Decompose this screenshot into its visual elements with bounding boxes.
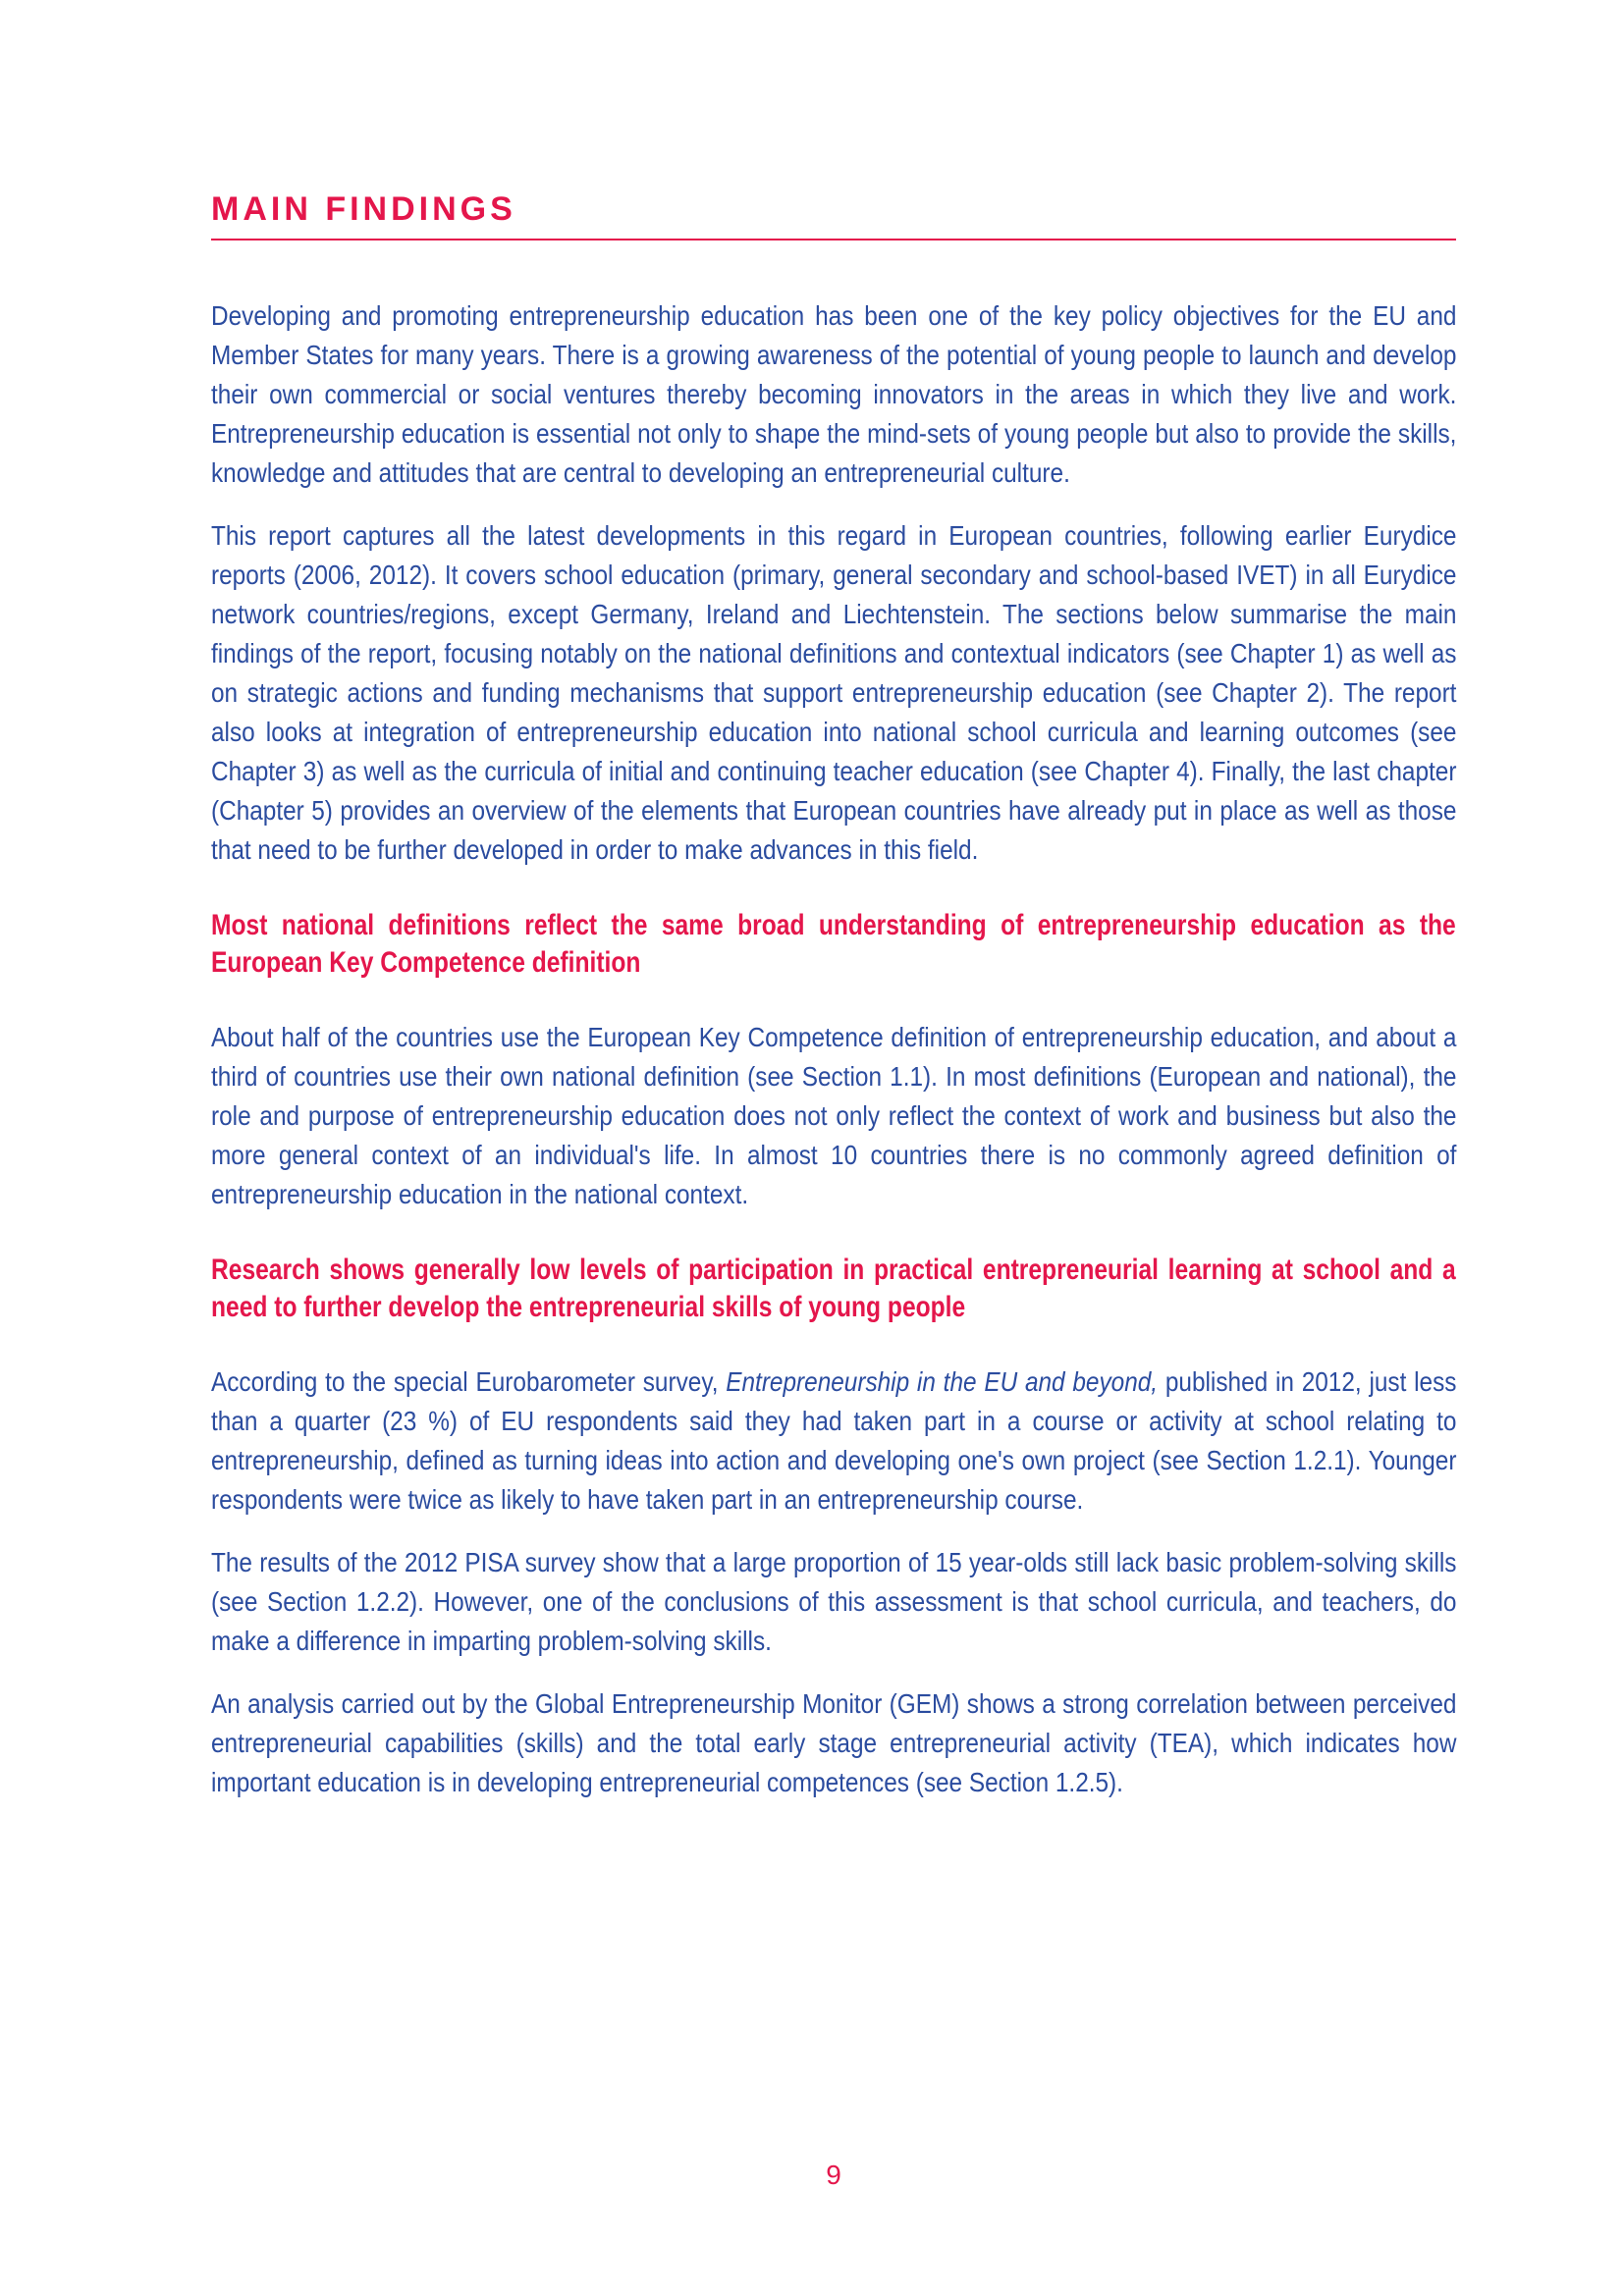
section-heading-research: Research shows generally low levels of participation in practical entrepreneurial learning at school and a need to further develop the entrepreneurial skills of young people	[211, 1254, 1456, 1323]
page-footer	[211, 2156, 1456, 2200]
page-title: MAIN FINDINGS	[211, 190, 516, 228]
page-number: 9	[826, 2160, 841, 2190]
title-rule	[211, 239, 1456, 240]
paragraph-intro: Developing and promoting entrepreneurship education has been one of the key policy objectives for the EU and Member States for many years. There is a growing awareness of the potential of young people to launch and develop their own commercial or social ventures thereby becoming innovators in the areas in which they live and work. Entrepreneurship education is essential not only to shape the mind-sets of young people but also to provide the skills, knowledge and attitudes that are central to developing an entrepreneurial culture.	[211, 300, 1457, 488]
page-content	[211, 0, 1456, 1826]
section-heading-definitions: Most national definitions reflect the same broad understanding of entrepreneurship education as the European Key Competence definition	[211, 909, 1456, 979]
paragraph-eurobarometer-post: published in 2012, just less than a quarter (23 %) of EU respondents said they had taken part in a course or activity at school relating to entrepreneurship, defined as turning ideas into action and developing one's own project (see Section 1.2.1). Younger respondents were twice as likely to have taken part in an entrepreneurship course.	[211, 1366, 1457, 1515]
paragraph-eurobarometer-pre: According to the special Eurobarometer survey,	[211, 1366, 727, 1397]
paragraph-eurobarometer	[211, 1362, 1456, 1520]
paragraph-gem: An analysis carried out by the Global Entrepreneurship Monitor (GEM) shows a strong correlation between perceived entrepreneurial capabilities (skills) and the total early stage entrepreneurial activity (TEA), which indicates how important education is in developing entrepreneurial competences (see Section 1.2.5).	[211, 1688, 1457, 1797]
paragraph-definitions: About half of the countries use the European Key Competence definition of entrepreneurship education, and about a third of countries use their own national definition (see Section 1.1). In most definitions (European and national), the role and purpose of entrepreneurship education does not only reflect the context of work and business but also the more general context of an individual's life. In almost 10 countries there is no commonly agreed definition of entrepreneurship education in the national context.	[211, 1022, 1457, 1209]
italic-survey-title: Entrepreneurship in the EU and beyond,	[726, 1366, 1159, 1397]
paragraph-pisa: The results of the 2012 PISA survey show that a large proportion of 15 year-olds still lack basic problem-solving skills (see Section 1.2.2). However, one of the conclusions of this assessment is that school curricula, and teachers, do make a difference in imparting problem-solving skills.	[211, 1547, 1457, 1656]
paragraph-report-scope: This report captures all the latest developments in this regard in European countries, following earlier Eurydice reports (2006, 2012). It covers school education (primary, general secondary and school-based IVET) in all Eurydice network countries/regions, except Germany, Ireland and Liechtenstein. The sections below summarise the main findings of the report, focusing notably on the national definitions and contextual indicators (see Chapter 1) as well as on strategic actions and funding mechanisms that support entrepreneurship education (see Chapter 2). The report also looks at integration of entrepreneurship education into national school curricula and learning outcomes (see Chapter 3) as well as the curricula of initial and continuing teacher education (see Chapter 4). Finally, the last chapter (Chapter 5) provides an overview of the elements that European countries have already put in place as well as those that need to be further developed in order to make advances in this field.	[211, 520, 1457, 865]
